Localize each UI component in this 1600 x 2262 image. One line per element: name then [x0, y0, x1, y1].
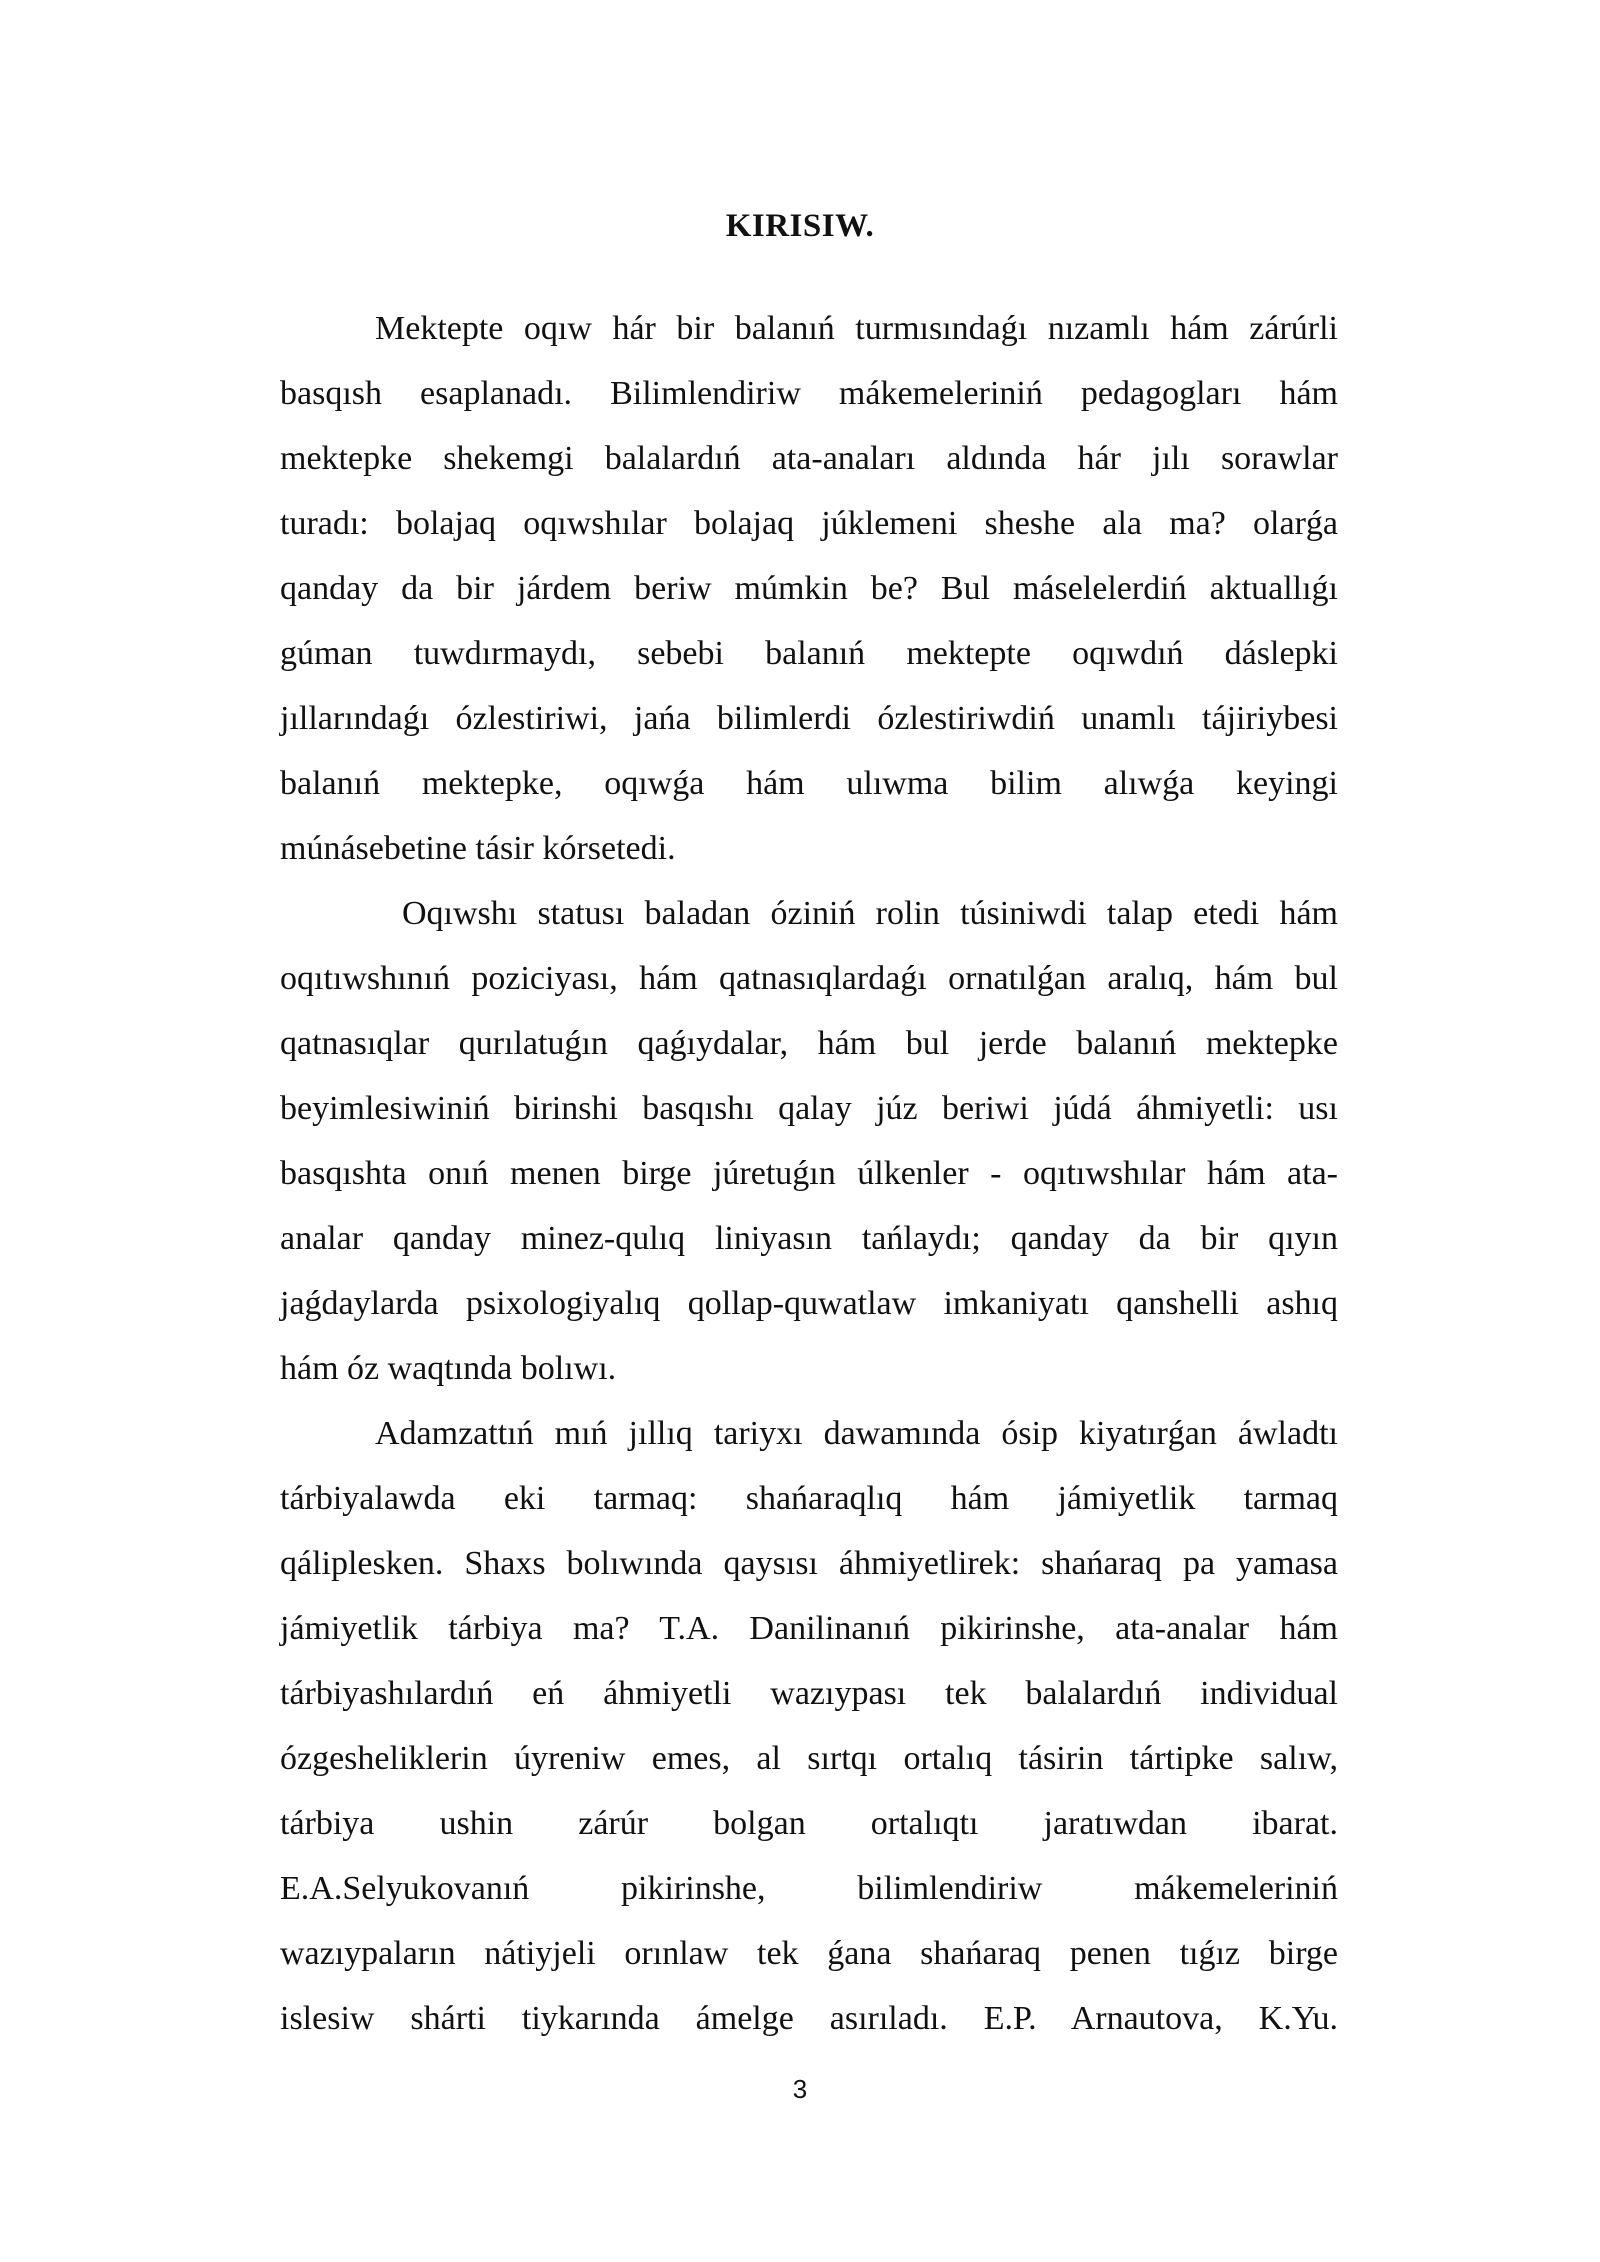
- text-line: hám óz waqtında bolıwı.: [280, 1350, 617, 1387]
- text-line: islesiw shárti tiykarında ámelge asırıladı. E.P. Arnautova, K.Yu.: [280, 2000, 1338, 2037]
- text-line: tárbiya ushin zárúr bolgan ortalıqtı jaratıwdan ibarat.: [280, 1805, 1338, 1842]
- text-line: mektepke shekemgi balalardıń ata-anaları aldında hár jılı sorawlar: [280, 440, 1338, 477]
- text-line: tárbiyashılardıń eń áhmiyetli wazıypası tek balalardıń individual: [280, 1675, 1338, 1712]
- text-line: E.A.Selyukovanıń pikirinshe, bilimlendiriw mákemeleriniń: [280, 1870, 1338, 1907]
- text-line: analar qanday minez-qulıq liniyasın tańlaydı; qanday da bir qıyın: [280, 1220, 1338, 1257]
- text-line: qáliplesken. Shaxs bolıwında qaysısı áhmiyetlirek: shańaraq pa yamasa: [280, 1545, 1338, 1582]
- text-line: múnásebetine tásir kórsetedi.: [280, 830, 676, 867]
- text-line: Mektepte oqıw hár bir balanıń turmısındaǵı nızamlı hám zárúrli: [375, 310, 1338, 347]
- text-line: Adamzattıń mıń jıllıq tariyxı dawamında ósip kiyatırǵan áwladtı: [375, 1415, 1338, 1452]
- text-line: qanday da bir járdem beriw múmkin be? Bul máselelerdiń aktuallıǵı: [280, 570, 1338, 607]
- text-line: basqıshta onıń menen birge júretuǵın úlkenler - oqıtıwshılar hám ata-: [280, 1155, 1338, 1192]
- text-line: ózgesheliklerin úyreniw emes, al sırtqı ortalıq tásirin tártipke salıw,: [280, 1740, 1338, 1777]
- text-line: oqıtıwshınıń poziciyası, hám qatnasıqlardaǵı ornatılǵan aralıq, hám bul: [280, 960, 1338, 997]
- page-number: 3: [792, 2074, 808, 2104]
- text-line: basqısh esaplanadı. Bilimlendiriw mákemeleriniń pedagogları hám: [280, 375, 1338, 412]
- text-line: jıllarındaǵı ózlestiriwi, jańa bilimlerdi ózlestiriwdiń unamlı tájiriybesi: [280, 700, 1338, 737]
- page-title: KIRISIW.: [725, 208, 875, 244]
- text-line: wazıypaların nátiyjeli orınlaw tek ǵana shańaraq penen tıǵız birge: [280, 1935, 1338, 1972]
- text-line: jámiyetlik tárbiya ma? T.A. Danilinanıń pikirinshe, ata-analar hám: [280, 1610, 1338, 1647]
- text-line: beyimlesiwiniń birinshi basqıshı qalay júz beriwi júdá áhmiyetli: usı: [280, 1090, 1338, 1127]
- text-line: jaǵdaylarda psixologiyalıq qollap-quwatlaw imkaniyatı qanshelli ashıq: [280, 1285, 1338, 1322]
- text-line: gúman tuwdırmaydı, sebebi balanıń mektepte oqıwdıń dáslepki: [280, 635, 1338, 672]
- body-text: [280, 306, 1338, 2061]
- text-line: balanıń mektepke, oqıwǵa hám ulıwma bilim alıwǵa keyingi: [280, 765, 1338, 802]
- text-line: Oqıwshı statusı baladan óziniń rolin túsiniwdi talap etedi hám: [402, 895, 1338, 932]
- text-line: qatnasıqlar qurılatuǵın qaǵıydalar, hám bul jerde balanıń mektepke: [280, 1025, 1338, 1062]
- text-line: tárbiyalawda eki tarmaq: shańaraqlıq hám jámiyetlik tarmaq: [280, 1480, 1338, 1517]
- text-line: turadı: bolajaq oqıwshılar bolajaq júklemeni sheshe ala ma? olarǵa: [280, 505, 1338, 542]
